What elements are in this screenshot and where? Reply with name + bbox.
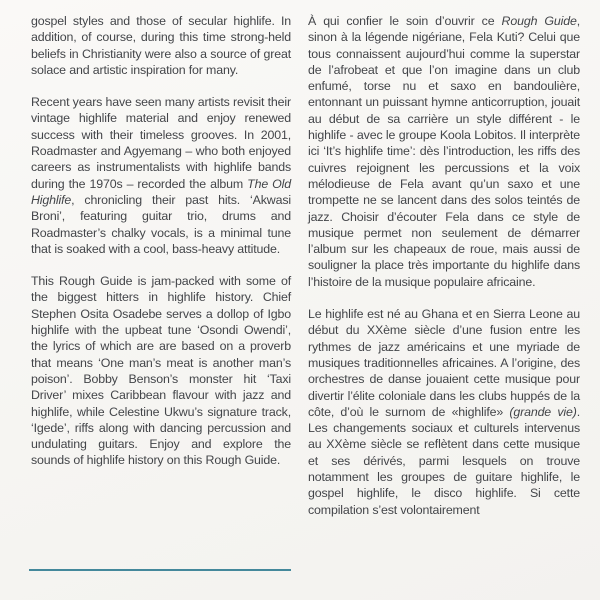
divider-rule bbox=[29, 569, 291, 571]
right-column-french bbox=[308, 13, 580, 534]
paragraph: À qui confier le soin d’ouvrir ce Rough Guide, sinon à la légende nigériane, Fela Kuti? Celui que tous connaissent aujourd’hui comme la superstar de l’afrobeat et que l’on imagine dans un club enfumé, torse nu et saxo en bandoulière, entonnant un puissant hymne anticorruption, jouait au début de sa carrière un style différent - le highlife - avec le groupe Koola Lobitos. Il interprète ici ‘It’s highlife time’: dès l’introduction, les riffs des cuivres rejoignent les percussions et la voix mélodieuse de Fela avant qu’un saxo et une trompette ne se lancent dans des solos teintés de jazz. Choisir d’écouter Fela dans ce style de musique permet non seulement de démarrer l’album sur les chapeaux de roue, mais aussi de souligner la place très importante du highlife dans l’histoire de la musique populaire africaine. bbox=[308, 14, 580, 289]
paragraph: Le highlife est né au Ghana et en Sierra Leone au début du XXème siècle d’une fusion entre les rythmes de jazz américains et une myriade de musiques traditionnelles africaines. A l’origine, des orchestres de danse jouaient cette musique pour divertir l’élite coloniale dans les clubs huppés de la côte, d’où le surnom de «highlife» (grande vie). Les changements sociaux et culturels intervenus au XXème siècle se reflètent dans cette musique et ses dérivés, parmi lesquels on trouve notamment les groupes de guitare highlife, le gospel highlife, le disco highlife. Si cette compilation s’est volontairement bbox=[308, 307, 580, 517]
paragraph: gospel styles and those of secular highlife. In addition, of course, during this time strong-held beliefs in Christianity were also a source of great solace and artistic inspiration for many. bbox=[31, 14, 291, 77]
paragraph: Recent years have seen many artists revisit their vintage highlife material and enjoy renewed success with their timeless grooves. In 2001, Roadmaster and Agyemang – who both enjoyed careers as instrumentalists with highlife bands during the 1970s – recorded the album The Old Highlife, chronicling their past hits. ‘Akwasi Broni’, featuring guitar trio, drums and Roadmaster’s chalky vocals, is a minimal tune that is soaked with a cool, bass-heavy attitude. bbox=[31, 95, 291, 256]
left-column-english bbox=[31, 13, 291, 485]
paragraph: This Rough Guide is jam-packed with some of the biggest hitters in highlife history. Chief Stephen Osita Osadebe serves a dollop of Igbo highlife with the upbeat tune ‘Osondi Owendi’, the lyrics of which are are based on a proverb that means ‘One man’s meat is another man’s poison’. Bobby Benson’s monster hit ‘Taxi Driver’ mixes Caribbean flavour with jazz and highlife, while Celestine Ukwu’s signature track, ‘Igede’, riffs along with dancing percussion and undulating guitars. Enjoy and explore the sounds of highlife history on this Rough Guide. bbox=[31, 274, 291, 468]
